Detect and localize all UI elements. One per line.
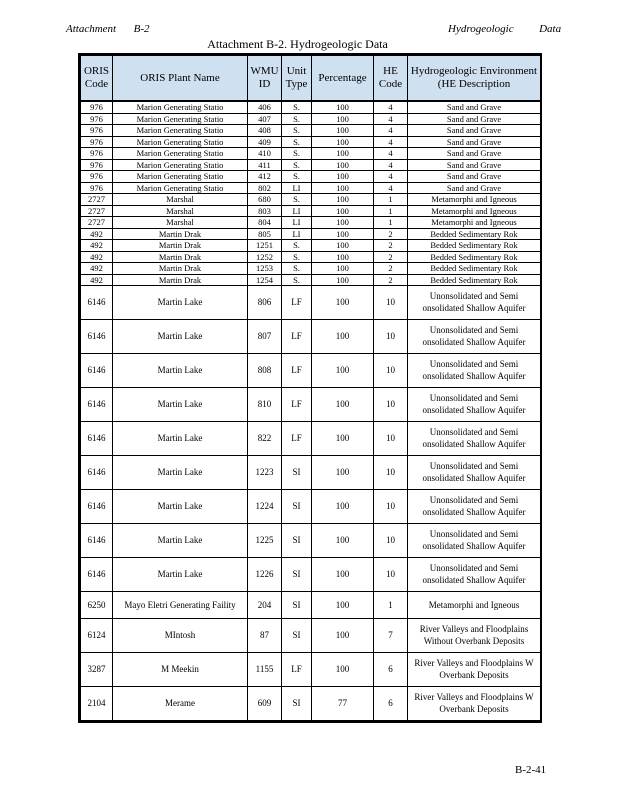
table-cell: Metamorphi and Igneous [408,592,541,619]
table-cell: Unonsolidated and Semi onsolidated Shallow Aquifer [408,320,541,354]
table-cell: 411 [248,159,282,171]
table-cell: Bedded Sedimentary Rok [408,263,541,275]
table-cell: LF [282,388,312,422]
column-header: ORIS Plant Name [113,56,248,102]
table-cell: 6146 [81,388,113,422]
table-cell: 6146 [81,422,113,456]
table-cell: 100 [312,159,374,171]
table-cell: 100 [312,182,374,194]
table-row [81,171,541,183]
table-cell: Metamorphi and Igneous [408,217,541,229]
table-cell: 609 [248,687,282,721]
table-cell: 976 [81,148,113,160]
table-cell: 6146 [81,320,113,354]
table-cell: 10 [374,354,408,388]
table-cell: 100 [312,194,374,206]
table-cell: 406 [248,101,282,113]
header-section-data: Data [539,23,562,35]
table-row [81,240,541,252]
header-section-label: Hydrogeologic [448,23,514,35]
table-cell: 806 [248,286,282,320]
table-row [81,490,541,524]
table-cell: Unonsolidated and Semi onsolidated Shallow Aquifer [408,456,541,490]
table-cell: Bedded Sedimentary Rok [408,240,541,252]
table-cell: 100 [312,354,374,388]
table-cell: 100 [312,456,374,490]
table-row [81,194,541,206]
table-cell: 1252 [248,251,282,263]
table-cell: 1253 [248,263,282,275]
table-cell: 10 [374,286,408,320]
table-cell: 822 [248,422,282,456]
table-cell: Marion Generating Statio [113,159,248,171]
table-cell: S. [282,148,312,160]
table-cell: Martin Lake [113,456,248,490]
table-row [81,274,541,286]
table-cell: 204 [248,592,282,619]
table-row [81,354,541,388]
table-cell: 2 [374,274,408,286]
table-cell: 492 [81,274,113,286]
table-header-row [81,56,541,102]
table-cell: 2 [374,263,408,275]
table-row [81,687,541,721]
table-row [81,251,541,263]
table-cell: LF [282,653,312,687]
table-cell: 1 [374,592,408,619]
table-cell: Marion Generating Statio [113,182,248,194]
table-cell: 492 [81,263,113,275]
table-cell: Mayo Eletri Generating Faility [113,592,248,619]
table-cell: S. [282,113,312,125]
table-row [81,205,541,217]
page-title: Attachment B-2. Hydrogeologic Data [207,37,388,51]
table-cell: S. [282,125,312,137]
table-cell: 6124 [81,619,113,653]
table-cell: 6 [374,687,408,721]
table-cell: 100 [312,619,374,653]
table-cell: 803 [248,205,282,217]
column-header: Percentage [312,56,374,102]
table-cell: MIntosh [113,619,248,653]
table-row [81,619,541,653]
table-row [81,113,541,125]
table-cell: Bedded Sedimentary Rok [408,274,541,286]
table-cell: 1 [374,205,408,217]
table-cell: 2 [374,228,408,240]
table-cell: SI [282,456,312,490]
table-cell: 6146 [81,456,113,490]
table-cell: 4 [374,182,408,194]
table-cell: Unonsolidated and Semi onsolidated Shallow Aquifer [408,388,541,422]
table-row [81,456,541,490]
table-row [81,136,541,148]
table-cell: 4 [374,113,408,125]
table-cell: Martin Drak [113,251,248,263]
hydrogeologic-table [80,55,541,721]
table-cell: SI [282,524,312,558]
hydrogeologic-table-wrapper [78,53,542,723]
table-cell: 2727 [81,194,113,206]
table-cell: Marion Generating Statio [113,125,248,137]
table-cell: 100 [312,148,374,160]
table-row [81,228,541,240]
table-cell: Sand and Grave [408,101,541,113]
table-cell: LI [282,205,312,217]
table-cell: 1251 [248,240,282,252]
table-cell: 976 [81,182,113,194]
table-cell: 1226 [248,558,282,592]
table-cell: Sand and Grave [408,125,541,137]
table-cell: 2 [374,251,408,263]
table-cell: 2104 [81,687,113,721]
table-cell: 6146 [81,524,113,558]
table-cell: LF [282,354,312,388]
table-body [81,101,541,721]
table-cell: 100 [312,228,374,240]
table-cell: Unonsolidated and Semi onsolidated Shallow Aquifer [408,286,541,320]
table-cell: S. [282,194,312,206]
table-cell: Martin Lake [113,558,248,592]
table-cell: 100 [312,286,374,320]
table-cell: 10 [374,456,408,490]
column-header: ORIS Code [81,56,113,102]
table-cell: 1155 [248,653,282,687]
table-cell: Unonsolidated and Semi onsolidated Shallow Aquifer [408,490,541,524]
table-cell: SI [282,687,312,721]
table-cell: LF [282,320,312,354]
table-cell: 1223 [248,456,282,490]
table-cell: Sand and Grave [408,159,541,171]
table-cell: 807 [248,320,282,354]
table-cell: 100 [312,524,374,558]
table-cell: SI [282,592,312,619]
table-cell: 100 [312,490,374,524]
table-cell: Sand and Grave [408,148,541,160]
table-cell: 1225 [248,524,282,558]
table-cell: 2 [374,240,408,252]
table-cell: 100 [312,653,374,687]
header-right [448,23,561,35]
table-cell: Sand and Grave [408,136,541,148]
table-cell: Marshal [113,205,248,217]
table-cell: 2727 [81,205,113,217]
table-cell: Martin Lake [113,388,248,422]
table-row [81,159,541,171]
table-cell: 100 [312,125,374,137]
table-cell: 6146 [81,286,113,320]
table-cell: 680 [248,194,282,206]
table-cell: Sand and Grave [408,113,541,125]
table-cell: 10 [374,422,408,456]
table-cell: 100 [312,251,374,263]
table-row [81,524,541,558]
table-cell: 409 [248,136,282,148]
table-cell: Metamorphi and Igneous [408,194,541,206]
table-cell: SI [282,619,312,653]
table-cell: 100 [312,592,374,619]
table-cell: 7 [374,619,408,653]
table-cell: 100 [312,320,374,354]
column-header: WMU ID [248,56,282,102]
table-cell: Marion Generating Statio [113,136,248,148]
table-cell: 810 [248,388,282,422]
table-cell: Unonsolidated and Semi onsolidated Shallow Aquifer [408,422,541,456]
table-row [81,422,541,456]
table-cell: 10 [374,490,408,524]
table-cell: Martin Lake [113,524,248,558]
table-cell: 976 [81,113,113,125]
table-cell: 410 [248,148,282,160]
header-attachment-label: Attachment [66,23,117,35]
table-row [81,125,541,137]
header-left [66,23,150,35]
table-cell: 4 [374,101,408,113]
table-cell: LF [282,422,312,456]
table-cell: 6250 [81,592,113,619]
table-cell: LF [282,286,312,320]
table-cell: 10 [374,524,408,558]
table-cell: 4 [374,148,408,160]
table-cell: SI [282,558,312,592]
column-header: Hydrogeologic Environment (HE Description [408,56,541,102]
table-cell: 492 [81,240,113,252]
table-cell: S. [282,159,312,171]
table-cell: Metamorphi and Igneous [408,205,541,217]
table-row [81,320,541,354]
table-cell: S. [282,136,312,148]
table-cell: S. [282,251,312,263]
table-cell: 100 [312,388,374,422]
page-number: B-2-41 [515,764,547,776]
table-cell: Martin Drak [113,240,248,252]
table-cell: Sand and Grave [408,171,541,183]
table-cell: 492 [81,251,113,263]
table-cell: Unonsolidated and Semi onsolidated Shallow Aquifer [408,524,541,558]
table-cell: 412 [248,171,282,183]
table-cell: S. [282,240,312,252]
table-cell: 2727 [81,217,113,229]
table-cell: 407 [248,113,282,125]
table-cell: LI [282,228,312,240]
table-cell: Martin Drak [113,274,248,286]
table-cell: River Valleys and Floodplains Without Overbank Deposits [408,619,541,653]
table-cell: 100 [312,263,374,275]
table-row [81,388,541,422]
table-cell: 4 [374,136,408,148]
table-cell: 6146 [81,558,113,592]
table-cell: 100 [312,113,374,125]
table-row [81,286,541,320]
table-cell: 4 [374,125,408,137]
table-cell: Martin Drak [113,263,248,275]
table-cell: Merame [113,687,248,721]
table-cell: 805 [248,228,282,240]
table-cell: Marion Generating Statio [113,171,248,183]
table-cell: 492 [81,228,113,240]
table-cell: S. [282,274,312,286]
table-cell: 1224 [248,490,282,524]
table-cell: 976 [81,101,113,113]
table-row [81,592,541,619]
table-cell: S. [282,263,312,275]
table-cell: 100 [312,205,374,217]
table-cell: Marshal [113,194,248,206]
table-cell: S. [282,101,312,113]
table-cell: SI [282,490,312,524]
table-cell: Martin Lake [113,320,248,354]
table-cell: Bedded Sedimentary Rok [408,251,541,263]
table-cell: Martin Lake [113,490,248,524]
table-cell: River Valleys and Floodplains W Overbank Deposits [408,653,541,687]
table-cell: 1254 [248,274,282,286]
table-cell: 976 [81,136,113,148]
table-cell: 100 [312,558,374,592]
table-cell: 100 [312,217,374,229]
table-cell: River Valleys and Floodplains W Overbank Deposits [408,687,541,721]
table-cell: Bedded Sedimentary Rok [408,228,541,240]
table-cell: Marion Generating Statio [113,148,248,160]
table-cell: 408 [248,125,282,137]
table-cell: 976 [81,171,113,183]
table-cell: Martin Lake [113,354,248,388]
table-cell: 100 [312,101,374,113]
table-cell: LI [282,217,312,229]
table-cell: 976 [81,125,113,137]
table-row [81,653,541,687]
table-cell: 87 [248,619,282,653]
table-row [81,148,541,160]
table-cell: 808 [248,354,282,388]
table-cell: 1 [374,194,408,206]
table-cell: Martin Drak [113,228,248,240]
table-cell: Marshal [113,217,248,229]
table-cell: 77 [312,687,374,721]
table-cell: 100 [312,274,374,286]
table-cell: 802 [248,182,282,194]
table-cell: Martin Lake [113,422,248,456]
table-cell: Martin Lake [113,286,248,320]
table-cell: Marion Generating Statio [113,101,248,113]
table-cell: Sand and Grave [408,182,541,194]
table-cell: 1 [374,217,408,229]
table-cell: LI [282,182,312,194]
table-row [81,101,541,113]
table-cell: 3287 [81,653,113,687]
table-row [81,217,541,229]
table-cell: M Meekin [113,653,248,687]
table-row [81,263,541,275]
table-cell: 976 [81,159,113,171]
column-header: HE Code [374,56,408,102]
table-cell: 4 [374,171,408,183]
table-cell: 6 [374,653,408,687]
table-cell: 100 [312,136,374,148]
table-row [81,558,541,592]
table-cell: 4 [374,159,408,171]
table-cell: 100 [312,240,374,252]
table-cell: 6146 [81,354,113,388]
table-cell: 100 [312,171,374,183]
table-cell: Unonsolidated and Semi onsolidated Shallow Aquifer [408,354,541,388]
header-attachment-number: B-2 [133,23,150,35]
table-cell: S. [282,171,312,183]
table-cell: 10 [374,558,408,592]
table-row [81,182,541,194]
column-header: Unit Type [282,56,312,102]
table-cell: 10 [374,320,408,354]
table-cell: 10 [374,388,408,422]
table-cell: 100 [312,422,374,456]
table-cell: Unonsolidated and Semi onsolidated Shallow Aquifer [408,558,541,592]
table-cell: Marion Generating Statio [113,113,248,125]
table-cell: 6146 [81,490,113,524]
table-cell: 804 [248,217,282,229]
